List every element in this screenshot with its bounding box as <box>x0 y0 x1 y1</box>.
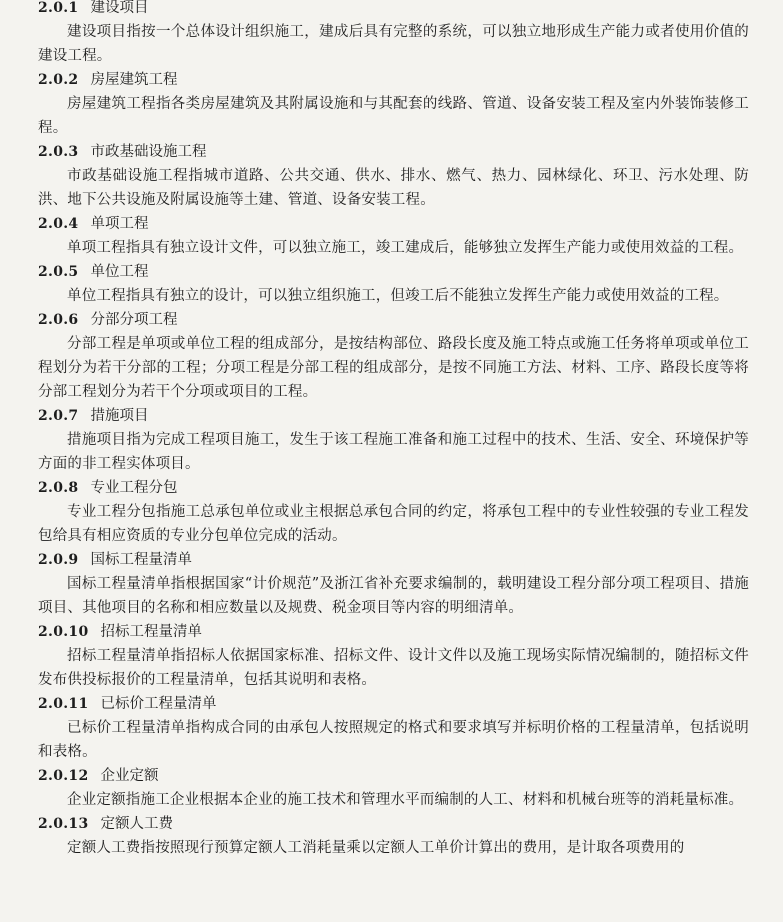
clause-heading <box>38 548 749 572</box>
clause-text: 企业定额指施工企业根据本企业的施工技术和管理水平而编制的人工、材料和机械台班等的消耗量标准。 <box>67 792 744 808</box>
clause-text: 市政基础设施工程指城市道路、公共交通、供水、排水、燃气、热力、园林绿化、环卫、污水处理、防洪、地下公共设施及附属设施等土建、管道、设备安装工程。 <box>38 168 749 208</box>
clause-2-0-4 <box>38 212 749 260</box>
clause-heading <box>38 308 749 332</box>
clause-heading <box>38 68 749 92</box>
clause-number: 2.0.10 <box>38 624 89 640</box>
clause-title: 已标价工程量清单 <box>100 696 217 712</box>
clause-title: 专业工程分包 <box>90 480 178 496</box>
clause-text: 措施项目指为完成工程项目施工，发生于该工程施工准备和施工过程中的技术、生活、安全、环境保护等方面的非工程实体项目。 <box>38 432 749 472</box>
clause-text: 单项工程指具有独立设计文件，可以独立施工，竣工建成后，能够独立发挥生产能力或使用效益的工程。 <box>67 240 744 256</box>
clause-text: 定额人工费指按照现行预算定额人工消耗量乘以定额人工单价计算出的费用，是计取各项费用的 <box>67 840 685 856</box>
clause-text: 招标工程量清单指招标人依据国家标准、招标文件、设计文件以及施工现场实际情况编制的，随招标文件发布供投标报价的工程量清单，包括其说明和表格。 <box>38 648 749 688</box>
clause-title: 市政基础设施工程 <box>90 144 207 160</box>
clause-title: 单项工程 <box>90 216 149 232</box>
clause-number: 2.0.6 <box>38 312 79 328</box>
clause-text: 分部工程是单项或单位工程的组成部分，是按结构部位、路段长度及施工特点或施工任务将单项或单位工程划分为若干分部的工程；分项工程是分部工程的组成部分，是按不同施工方法、材料、工序、路段长度等将分部工程划分为若干个分项或项目的工程。 <box>38 336 749 400</box>
clause-text: 建设项目指按一个总体设计组织施工，建成后具有完整的系统，可以独立地形成生产能力或者使用价值的建设工程。 <box>38 24 749 64</box>
clause-number: 2.0.5 <box>38 264 79 280</box>
clause-2-0-1 <box>38 0 749 68</box>
clause-title: 国标工程量清单 <box>90 552 192 568</box>
clause-number: 2.0.11 <box>38 696 89 712</box>
clause-text: 单位工程指具有独立的设计，可以独立组织施工，但竣工后不能独立发挥生产能力或使用效益的工程。 <box>67 288 729 304</box>
clause-2-0-9 <box>38 548 749 620</box>
clause-heading <box>38 260 749 284</box>
clause-2-0-6 <box>38 308 749 404</box>
clause-2-0-13 <box>38 812 749 860</box>
clause-2-0-5 <box>38 260 749 308</box>
clause-number: 2.0.1 <box>38 0 79 16</box>
clause-number: 2.0.13 <box>38 816 89 832</box>
clause-title: 企业定额 <box>100 768 159 784</box>
clause-heading <box>38 692 749 716</box>
clause-2-0-2 <box>38 68 749 140</box>
clause-number: 2.0.8 <box>38 480 79 496</box>
clause-2-0-10 <box>38 620 749 692</box>
clause-2-0-7 <box>38 404 749 476</box>
clause-title: 措施项目 <box>90 408 149 424</box>
clause-heading <box>38 812 749 836</box>
clause-heading <box>38 404 749 428</box>
clause-2-0-11 <box>38 692 749 764</box>
clause-title: 定额人工费 <box>100 816 174 832</box>
clause-number: 2.0.7 <box>38 408 79 424</box>
clause-number: 2.0.9 <box>38 552 79 568</box>
clause-title: 招标工程量清单 <box>100 624 203 640</box>
clause-heading <box>38 476 749 500</box>
clause-heading <box>38 0 749 20</box>
clause-2-0-3 <box>38 140 749 212</box>
clause-heading <box>38 620 749 644</box>
clause-number: 2.0.12 <box>38 768 89 784</box>
clause-heading <box>38 764 749 788</box>
clause-title: 分部分项工程 <box>90 312 178 328</box>
clause-number: 2.0.2 <box>38 72 79 88</box>
clause-title: 单位工程 <box>90 264 149 280</box>
clause-text: 房屋建筑工程指各类房屋建筑及其附属设施和与其配套的线路、管道、设备安装工程及室内外装饰装修工程。 <box>38 96 749 136</box>
clause-text: 专业工程分包指施工总承包单位或业主根据总承包合同的约定，将承包工程中的专业性较强的专业工程发包给具有相应资质的专业分包单位完成的活动。 <box>38 504 749 544</box>
clause-text: 国标工程量清单指根据国家“计价规范”及浙江省补充要求编制的，载明建设工程分部分项工程项目、措施项目、其他项目的名称和相应数量以及规费、税金项目等内容的明细清单。 <box>38 576 749 616</box>
clause-heading <box>38 140 749 164</box>
clause-2-0-12 <box>38 764 749 812</box>
clause-number: 2.0.4 <box>38 216 79 232</box>
clause-title: 建设项目 <box>90 0 149 16</box>
clause-2-0-8 <box>38 476 749 548</box>
clause-heading <box>38 212 749 236</box>
clause-number: 2.0.3 <box>38 144 79 160</box>
clause-title: 房屋建筑工程 <box>90 72 178 88</box>
clause-text: 已标价工程量清单指构成合同的由承包人按照规定的格式和要求填写并标明价格的工程量清单，包括说明和表格。 <box>38 720 749 760</box>
